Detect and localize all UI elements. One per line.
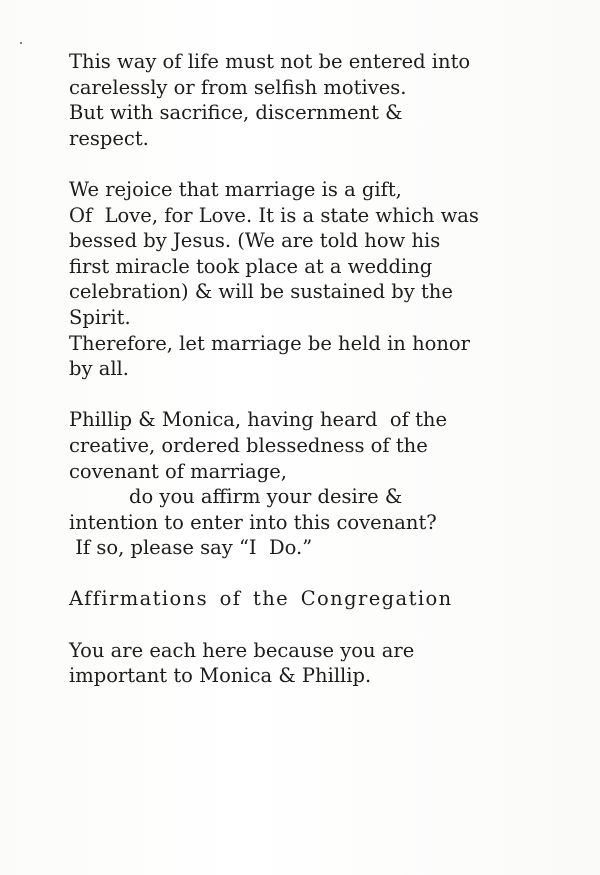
text-line: intention to enter into this covenant?: [69, 510, 437, 534]
document-body: [69, 49, 589, 714]
paragraph-congregation: [69, 638, 589, 689]
text-line: do you affirm your desire &: [129, 485, 403, 509]
section-heading: [69, 586, 589, 612]
text-line: covenant of marriage,: [69, 459, 287, 483]
paragraph-rejoice: [69, 177, 589, 382]
text-line: Of Love, for Love. It is a state which was: [69, 203, 479, 227]
text-line: Spirit.: [69, 305, 131, 329]
paragraph-way-of-life: [69, 49, 589, 151]
text-line: bessed by Jesus. (We are told how his: [69, 229, 441, 253]
text-line: respect.: [69, 126, 149, 150]
text-line: Phillip & Monica, having heard of the: [69, 408, 448, 432]
text-line: You are each here because you are: [69, 638, 415, 662]
text-line: by all.: [69, 357, 129, 381]
text-line: If so, please say “I Do.”: [69, 536, 313, 560]
text-line: carelessly or from selfish motives.: [69, 75, 407, 99]
paragraph-affirm-question: [69, 407, 589, 561]
text-line: This way of life must not be entered into: [69, 50, 471, 73]
scan-speck: [20, 42, 22, 44]
text-line: But with sacrifice, discernment &: [69, 101, 403, 125]
text-line: important to Monica & Phillip.: [69, 664, 372, 688]
text-line: first miracle took place at a wedding: [69, 254, 433, 278]
text-line: celebration) & will be sustained by the: [69, 280, 453, 304]
heading-text: Affirmations of the Congregation: [69, 587, 453, 611]
text-line: Therefore, let marriage be held in honor: [69, 331, 470, 355]
text-line: We rejoice that marriage is a gift,: [69, 177, 402, 201]
text-line: creative, ordered blessedness of the: [69, 433, 428, 457]
